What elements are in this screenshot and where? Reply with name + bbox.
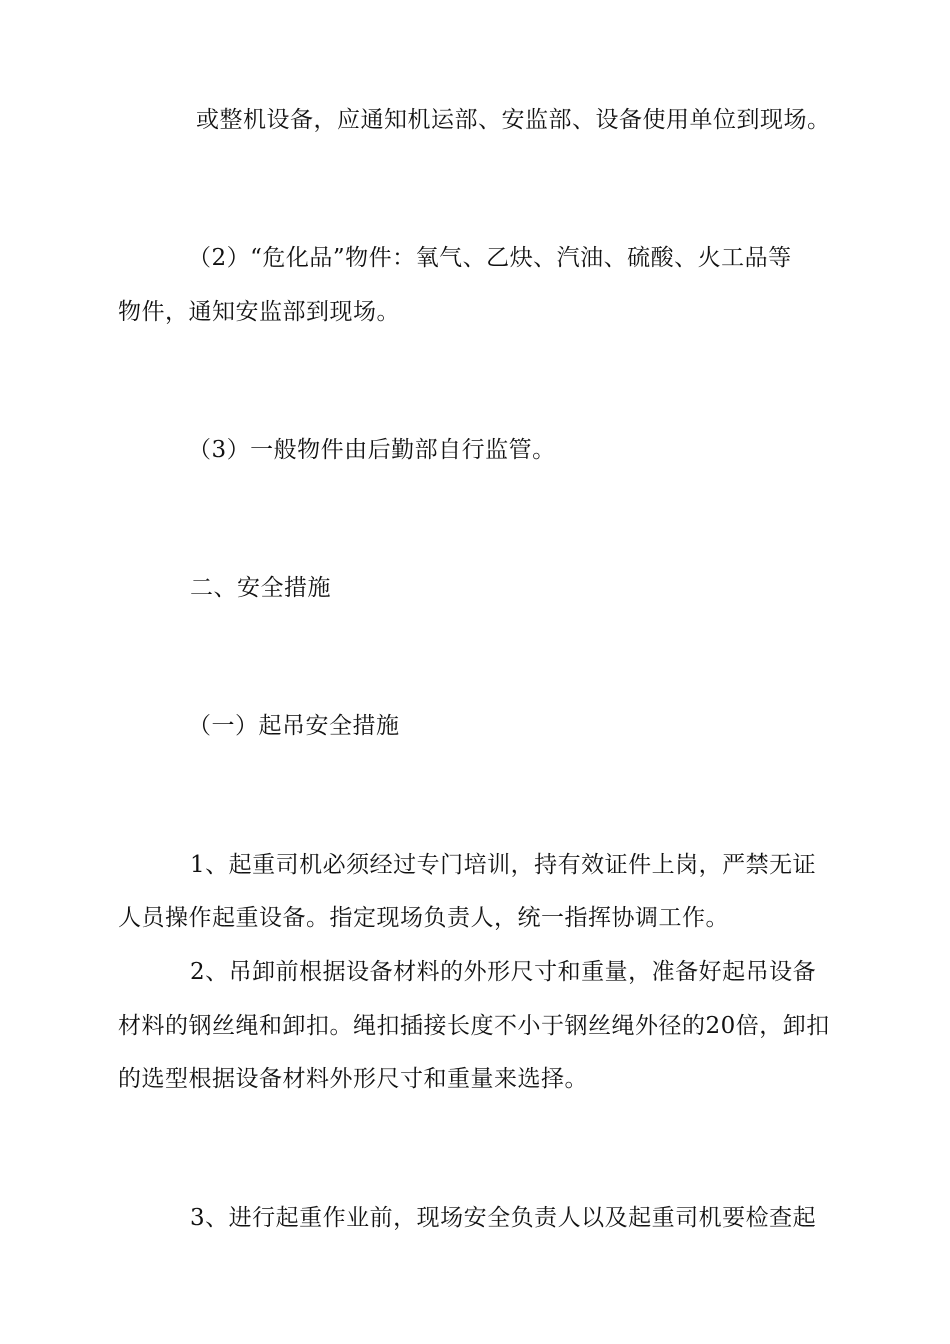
paragraph-line: 材料的钢丝绳和卸扣。绳扣插接长度不小于钢丝绳外径的20倍，卸扣 — [118, 1013, 830, 1039]
paragraph-line: （2）“危化品”物件：氧气、乙炔、汽油、硫酸、火工品等 — [188, 245, 792, 271]
paragraph-line: 人员操作起重设备。指定现场负责人，统一指挥协调工作。 — [118, 905, 729, 931]
section-heading: 二、安全措施 — [190, 575, 331, 601]
paragraph-line: 2、吊卸前根据设备材料的外形尺寸和重量，准备好起吊设备 — [190, 959, 817, 985]
paragraph-line: （3）一般物件由后勤部自行监管。 — [188, 437, 556, 463]
paragraph-line: 的选型根据设备材料外形尺寸和重量来选择。 — [118, 1066, 588, 1092]
subsection-heading: （一）起吊安全措施 — [188, 713, 400, 739]
paragraph-line: 或整机设备，应通知机运部、安监部、设备使用单位到现场。 — [196, 107, 831, 133]
paragraph-line: 3、进行起重作业前，现场安全负责人以及起重司机要检查起 — [190, 1205, 817, 1231]
paragraph-line: 1、起重司机必须经过专门培训，持有效证件上岗，严禁无证 — [190, 852, 817, 878]
paragraph-line: 物件，通知安监部到现场。 — [118, 299, 400, 325]
